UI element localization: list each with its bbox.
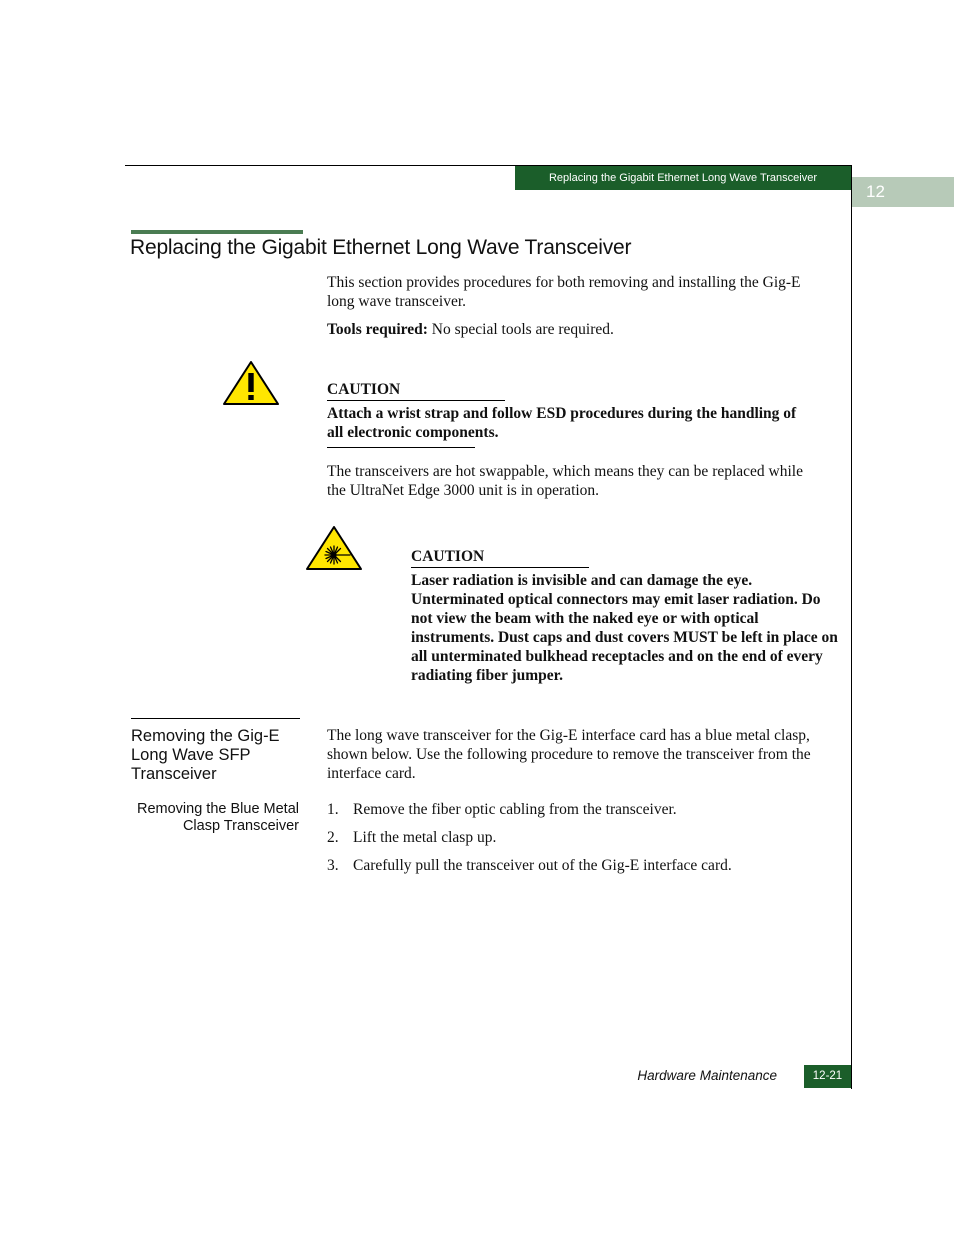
tools-label: Tools required: — [327, 321, 428, 338]
caution-rule — [327, 447, 475, 448]
caution-label-laser: CAUTION — [411, 548, 485, 565]
subsection-rule — [131, 718, 300, 719]
intro-paragraph: This section provides procedures for both removing and installing the Gig-E long wave transceiver. — [327, 274, 801, 310]
step-number: 2. — [327, 829, 339, 846]
hot-swap-paragraph: The transceivers are hot swappable, which means they can be replaced while the UltraNet Edge 3000 unit is in operation. — [327, 463, 803, 499]
warning-triangle-icon — [222, 360, 280, 406]
caution-label-esd: CAUTION — [327, 381, 401, 398]
section-title: Replacing the Gigabit Ethernet Long Wave Transceiver — [130, 236, 632, 259]
step-number: 1. — [327, 801, 339, 818]
step-text: Carefully pull the transceiver out of the Gig-E interface card. — [353, 857, 732, 874]
tools-required — [327, 320, 817, 339]
subsection-heading: Removing the Gig-E Long Wave SFP Transceiver — [131, 727, 280, 783]
caution-text-laser: Laser radiation is invisible and can damage the eye. Unterminated optical connectors may emit laser radiation. Do not view the beam with the naked eye or with optical instruments. Dust caps and dust covers MUST be left in place on all unterminated bulkhead receptacles and on the end of every radiating fiber jumper. — [411, 572, 838, 684]
tools-text: No special tools are required. — [427, 321, 614, 338]
laser-radiation-icon — [305, 525, 363, 571]
title-accent-bar — [131, 230, 303, 234]
step-number: 3. — [327, 857, 339, 874]
step-text: Lift the metal clasp up. — [353, 829, 497, 846]
chapter-number: 12 — [866, 182, 885, 201]
list-item — [327, 828, 827, 847]
right-margin-rule — [851, 165, 852, 1089]
footer-page-number: 12-21 — [804, 1065, 851, 1088]
chapter-tab — [852, 177, 954, 207]
footer-book-title: Hardware Maintenance — [637, 1068, 777, 1083]
caution-text-esd: Attach a wrist strap and follow ESD procedures during the handling of all electronic components. — [327, 405, 797, 441]
running-header: Replacing the Gigabit Ethernet Long Wave Transceiver — [515, 166, 851, 190]
caution-rule — [411, 567, 589, 568]
step-text: Remove the fiber optic cabling from the transceiver. — [353, 801, 677, 818]
procedure-heading: Removing the Blue Metal Clasp Transceiver — [137, 801, 299, 834]
list-item — [327, 800, 827, 819]
procedure-steps — [327, 800, 827, 884]
caution-rule — [327, 400, 505, 401]
removal-intro-paragraph: The long wave transceiver for the Gig-E interface card has a blue metal clasp, shown below. Use the following procedure to remove the transceiver from the interface card. — [327, 727, 811, 782]
list-item — [327, 856, 827, 875]
